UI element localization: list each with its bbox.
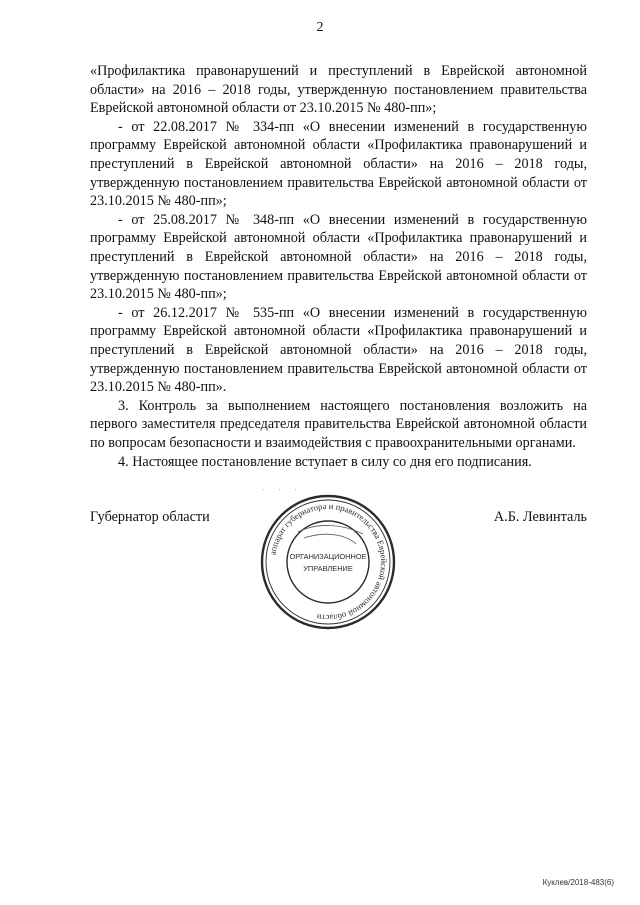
paragraph-amendment-348: - от 25.08.2017 № 348-пп «О внесении изменений в государственную программу Еврейской автономной области «Профилактика правонарушений и преступлений в Еврейской автономной области» на 2016 – 2018 годы, утвержденную постановлением правительства Еврейской автономной области от 23.10.2015 № 480-пп»; bbox=[90, 211, 587, 303]
seal-ring-text: аппарат губернатора и правительства Еврейской автономной области bbox=[267, 500, 390, 624]
seal-outer-ring bbox=[262, 496, 394, 628]
seal-center-line-1: ОРГАНИЗАЦИОННОЕ bbox=[289, 552, 367, 561]
signature-strokes bbox=[298, 525, 363, 544]
paragraph-control-clause: 3. Контроль за выполнением настоящего постановления возложить на первого заместителя председателя правительства Еврейской автономной области по вопросам безопасности и взаимодействия с правоохранительными органами. bbox=[90, 397, 587, 451]
paragraph-program-title: «Профилактика правонарушений и преступлений в Еврейской автономной области» на 2016 – 2018 годы, утвержденную постановлением правительства Еврейской автономной области от 23.10.2015 № 480-пп»; bbox=[90, 63, 587, 117]
official-seal-stamp bbox=[258, 492, 398, 632]
paragraph-amendment-535: - от 26.12.2017 № 535-пп «О внесении изменений в государственную программу Еврейской автономной области «Профилактика правонарушений и преступлений в Еврейской автономной области» на 2016 – 2018 годы, утвержденную постановлением правительства Еврейской автономной области от 23.10.2015 № 480-пп». bbox=[90, 304, 587, 396]
signatory-position: Губернатор области bbox=[90, 509, 210, 525]
paragraph-effective-clause: 4. Настоящее постановление вступает в силу со дня его подписания. bbox=[118, 454, 532, 471]
document-footer-code: Куклев/2018-483(6) bbox=[542, 878, 614, 887]
signatory-name: А.Б. Левинталь bbox=[493, 509, 587, 525]
seal-center-ring bbox=[287, 521, 369, 603]
pen-marks: · · · bbox=[262, 486, 303, 494]
seal-inner-ring bbox=[266, 500, 390, 624]
page-number: 2 bbox=[316, 20, 324, 35]
seal-center-line-2: УПРАВЛЕНИЕ bbox=[303, 564, 353, 573]
document-body bbox=[90, 62, 587, 472]
paragraph-amendment-334: - от 22.08.2017 № 334-пп «О внесении изменений в государственную программу Еврейской автономной области «Профилактика правонарушений и преступлений в Еврейской автономной области» на 2016 – 2018 годы, утвержденную постановлением правительства Еврейской автономной области от 23.10.2015 № 480-пп»; bbox=[90, 118, 587, 210]
